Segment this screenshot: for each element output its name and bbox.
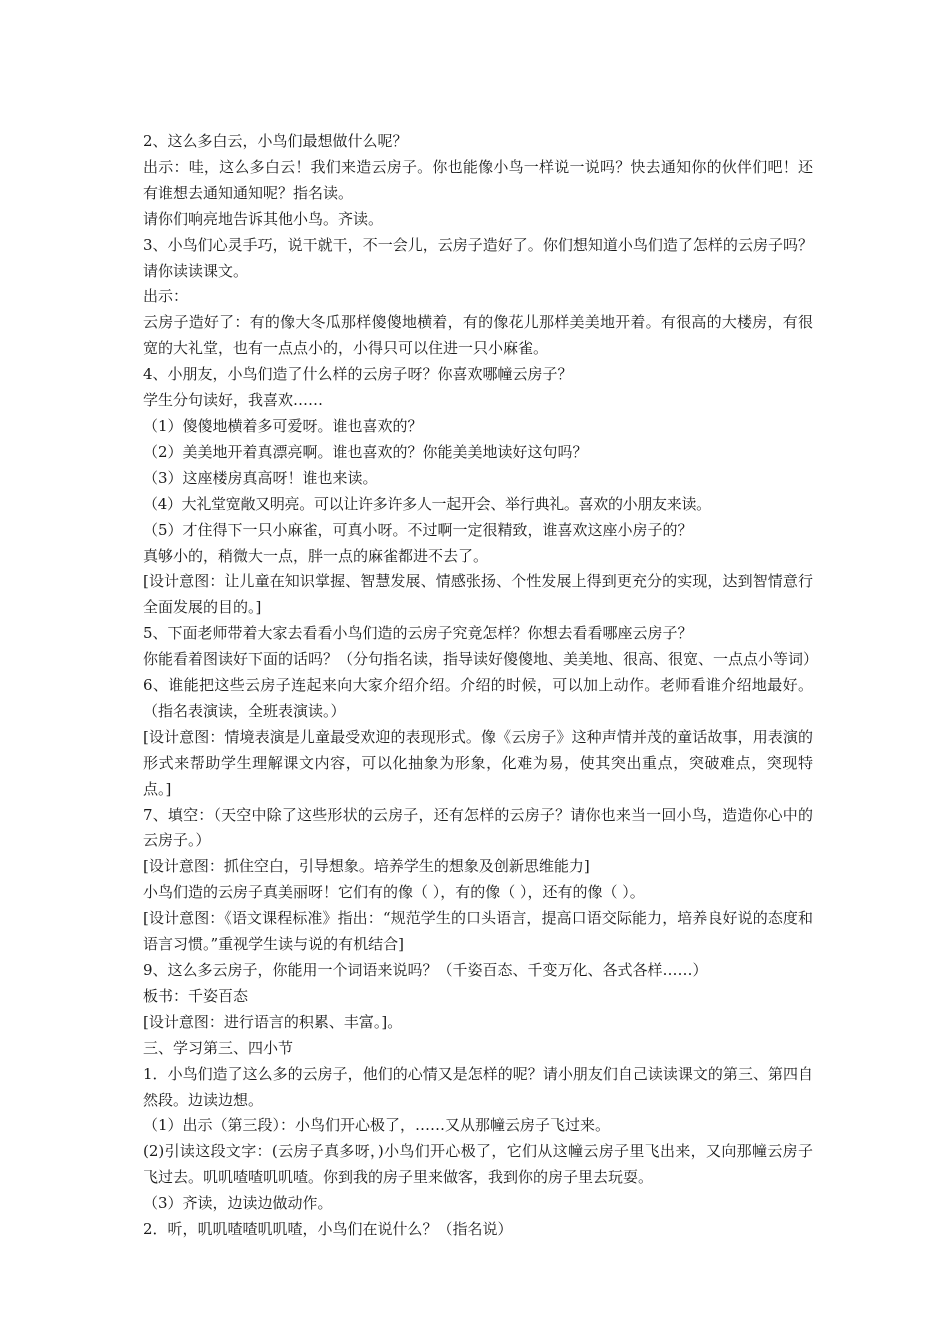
paragraph: （1）傻傻地横着多可爱呀。谁也喜欢的？ bbox=[143, 416, 423, 435]
paragraph: （1）出示（第三段）：小鸟们开心极了，……又从那幢云房子飞过来。 bbox=[143, 1116, 611, 1135]
paragraph: （5）才住得下一只小麻雀，可真小呀。不过啊一定很精致，谁喜欢这座小房子的？ bbox=[143, 520, 693, 539]
design-intent-note: [设计意图：抓住空白，引导想象。培养学生的想象及创新思维能力] bbox=[143, 857, 590, 876]
paragraph: 2．听，叽叽喳喳叽叽喳，小鸟们在说什么？（指名说） bbox=[143, 1220, 513, 1239]
section-heading: 三、学习第三、四小节 bbox=[143, 1038, 294, 1057]
paragraph: （3）这座楼房真高呀！谁也来读。 bbox=[143, 468, 378, 487]
paragraph: 板书：千姿百态 bbox=[143, 986, 249, 1005]
paragraph: 你能看着图读好下面的话吗？（分句指名读，指导读好傻傻地、美美地、很高、很宽、一点点小等词） bbox=[143, 650, 819, 669]
paragraph: 1．小鸟们造了这么多的云房子，他们的心情又是怎样的呢？请小朋友们自己读读课文的第三、第四自然段。边读边想。 bbox=[143, 1064, 813, 1109]
paragraph: 3、小鸟们心灵手巧，说干就干，不一会儿，云房子造好了。你们想知道小鸟们造了怎样的云房子吗？请你读读课文。 bbox=[143, 235, 813, 280]
paragraph: 4、小朋友，小鸟们造了什么样的云房子呀？你喜欢哪幢云房子？ bbox=[143, 365, 573, 384]
design-intent-note: [设计意图：进行语言的积累、丰富。]。 bbox=[143, 1012, 403, 1031]
paragraph: 5、下面老师带着大家去看看小鸟们造的云房子究竟怎样？你想去看看哪座云房子？ bbox=[143, 624, 693, 643]
paragraph: （3）齐读，边读边做动作。 bbox=[143, 1194, 333, 1213]
paragraph: 9、这么多云房子，你能用一个词语来说吗？（千姿百态、千变万化、各式各样……） bbox=[143, 961, 708, 979]
paragraph: （2）美美地开着真漂亮啊。谁也喜欢的？你能美美地读好这句吗？ bbox=[143, 442, 588, 461]
design-intent-note: [设计意图：《语文课程标准》指出：“规范学生的口头语言，提高口语交际能力，培养良好说的态度和语言习惯。”重视学生读与说的有机结合] bbox=[143, 909, 813, 954]
design-intent-note: [设计意图：情境表演是儿童最受欢迎的表现形式。像《云房子》这种声情并茂的童话故事，用表演的形式来帮助学生理解课文内容，可以化抽象为形象，化难为易，使其突出重点，突破难点，突现特点。] bbox=[143, 727, 813, 798]
paragraph: 出示： bbox=[143, 287, 189, 306]
paragraph: 真够小的，稍微大一点，胖一点的麻雀都进不去了。 bbox=[143, 546, 489, 565]
paragraph: 7、填空：（天空中除了这些形状的云房子，还有怎样的云房子？请你也来当一回小鸟，造造你心中的云房子。） bbox=[143, 805, 813, 850]
paragraph: （4）大礼堂宽敞又明亮。可以让许多许多人一起开会、举行典礼。喜欢的小朋友来读。 bbox=[143, 494, 711, 513]
paragraph: 学生分句读好，我喜欢…… bbox=[143, 391, 324, 410]
paragraph: 6、谁能把这些云房子连起来向大家介绍介绍。介绍的时候，可以加上动作。老师看谁介绍地最好。（指名表演读，全班表演读。） bbox=[143, 676, 813, 720]
paragraph: 2、这么多白云，小鸟们最想做什么呢？ bbox=[143, 132, 408, 150]
paragraph: 小鸟们造的云房子真美丽呀！它们有的像（ ），有的像（ ），还有的像（ ）。 bbox=[143, 883, 645, 902]
lesson-plan-text bbox=[143, 129, 819, 1243]
paragraph: 请你们响亮地告诉其他小鸟。齐读。 bbox=[143, 209, 384, 228]
paragraph: 云房子造好了：有的像大冬瓜那样傻傻地横着，有的像花儿那样美美地开着。有很高的大楼房，有很宽的大礼堂，也有一点点小的，小得只可以住进一只小麻雀。 bbox=[143, 313, 813, 358]
design-intent-note: [设计意图：让儿童在知识掌握、智慧发展、情感张扬、个性发展上得到更充分的实现，达到智情意行全面发展的目的。] bbox=[143, 572, 813, 617]
paragraph: (2)引读这段文字：(云房子真多呀，)小鸟们开心极了，它们从这幢云房子里飞出来，又向那幢云房子飞过去。叽叽喳喳叽叽喳。你到我的房子里来做客，我到你的房子里去玩耍。 bbox=[143, 1142, 813, 1187]
paragraph: 出示：哇，这么多白云！我们来造云房子。你也能像小鸟一样说一说吗？快去通知你的伙伴们吧！还有谁想去通知通知呢？指名读。 bbox=[143, 157, 813, 202]
